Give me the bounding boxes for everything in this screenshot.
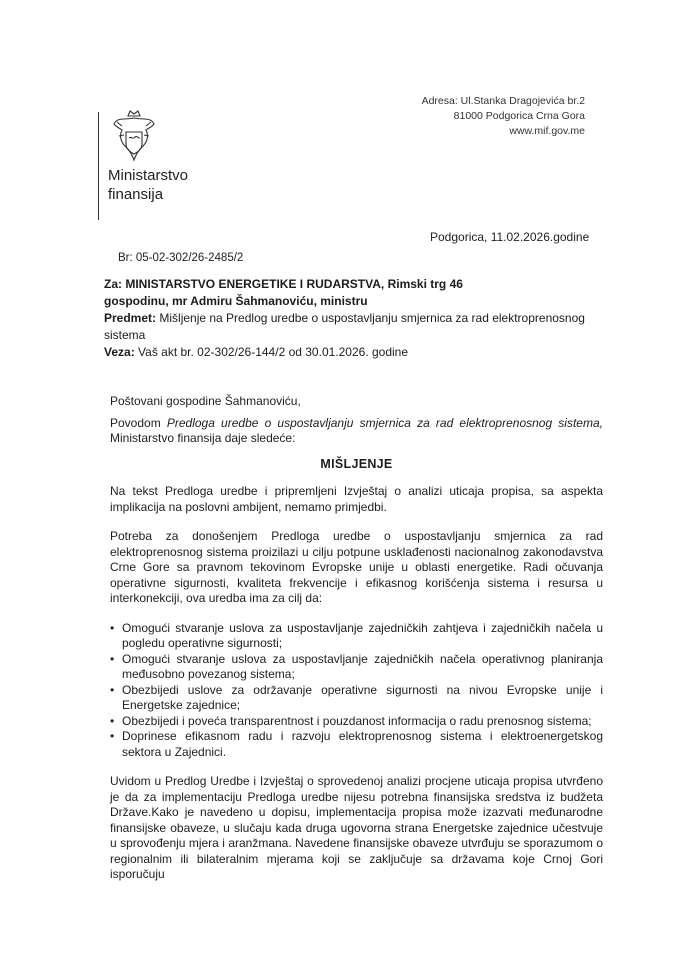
- list-item: • Obezbijedi i poveća transparentnost i pouzdanost informacija o radu prenosnog sistema;: [110, 714, 603, 730]
- recipient-block: [104, 276, 604, 361]
- ministry-name: [108, 166, 188, 204]
- intro-suffix: Ministarstvo finansija daje sledeće:: [110, 431, 296, 445]
- link-text: Vaš akt br. 02-302/26-144/2 od 30.01.2026. godine: [138, 345, 409, 359]
- paragraph-2: Potreba za donošenjem Predloga uredbe o uspostavljanju smjernica za rad elektroprenosnog sistema proizilazi u cilju potpune usklađenosti nacionalnog zakonodavstva Crne Gore sa pravnom tekovinom Evropske unije u oblasti energetike. Radi očuvanja operativne sigurnosti, kvaliteta frekvencije i efikasnog korišćenja sistema i resursa u interkonekciji, ova uredba ima za cilj da:: [110, 529, 603, 605]
- letter-body: [110, 394, 603, 883]
- subject-line: [104, 310, 604, 344]
- intro-paragraph: [110, 416, 603, 447]
- salutation: Poštovani gospodine Šahmanoviću,: [110, 394, 301, 408]
- list-item: • Omogući stvaranje uslova za uspostavljanje zajedničkih zahtjeva i zajedničkih načela u pogledu operativne sigurnosti;: [110, 621, 603, 652]
- goals-list: [110, 621, 603, 761]
- list-item: • Obezbijedi uslove za održavanje operativne sigurnosti na nivou Evropske unije i Energetske zajednice;: [110, 683, 603, 714]
- paragraph-3: Uvidom u Predlog Uredbe i Izvještaj o sprovedenoj analizi procjene uticaja propisa utvrđeno je da za implementaciju Predloga uredbe nijesu potrebna finansijska sredstva iz budžeta Države.Kako je navedeno u dopisu, implementacija propisa može izazvati međunarodne finansijske obaveze, u slučaju kada druga ugovorna strana Energetske zajednice učestvuje u sprovođenju mjera i aranžmana. Navedene finansijske obaveze utvrđuju se sporazumom o regionalnim ili bilateralnim mjerama koji se zaključuje sa državama koje Crnoj Gori isporučuju: [110, 774, 603, 881]
- to-text: MINISTARSTVO ENERGETIKE I RUDARSTVA, Rimski trg 46: [125, 277, 463, 291]
- link-label: Veza:: [104, 345, 135, 359]
- address-city: 81000 Podgorica Crna Gora: [453, 110, 585, 122]
- address-block: [422, 94, 585, 139]
- intro-prefix: Povodom: [110, 415, 161, 430]
- list-item: • Omogući stvaranje uslova za uspostavljanje zajedničkih načela operativnog planiranja međusobno povezanog sistema;: [110, 652, 603, 683]
- link-line: [104, 344, 604, 361]
- recipient-to: [104, 276, 604, 293]
- coat-of-arms-icon: [111, 108, 157, 166]
- list-item: • Doprinese efikasnom radu i razvoju elektroprenosnog sistema i elektroenergetskog sektora u Zajednici.: [110, 729, 603, 760]
- opinion-heading: MIŠLJENJE: [320, 456, 393, 471]
- paragraph-1: Na tekst Predloga uredbe i pripremljeni Izvještaj o analizi uticaja propisa, sa aspekta implikacija na poslovni ambijent, nemamo primjedbi.: [110, 484, 603, 514]
- subject-label: Predmet:: [104, 311, 157, 325]
- address-website: www.mif.gov.me: [509, 125, 585, 137]
- header-divider: [98, 112, 99, 220]
- ministry-line-1: Ministarstvo: [108, 167, 189, 184]
- ministry-line-2: finansija: [108, 186, 164, 203]
- address-street: Adresa: Ul.Stanka Dragojevića br.2: [421, 95, 585, 107]
- subject-text: Mišljenje na Predlog uredbe o uspostavljanju smjernica za rad elektroprenosnog sistema: [104, 311, 585, 342]
- to-label: Za:: [104, 277, 122, 291]
- letter-date: Podgorica, 11.02.2026.godine: [430, 230, 590, 244]
- reference-number: Br: 05-02-302/26-2485/2: [118, 252, 244, 264]
- intro-title: Predloga uredbe o uspostavljanju smjernica za rad elektroprenosnog sistema,: [166, 415, 603, 430]
- recipient-person: gospodinu, mr Admiru Šahmanoviću, ministru: [104, 294, 368, 308]
